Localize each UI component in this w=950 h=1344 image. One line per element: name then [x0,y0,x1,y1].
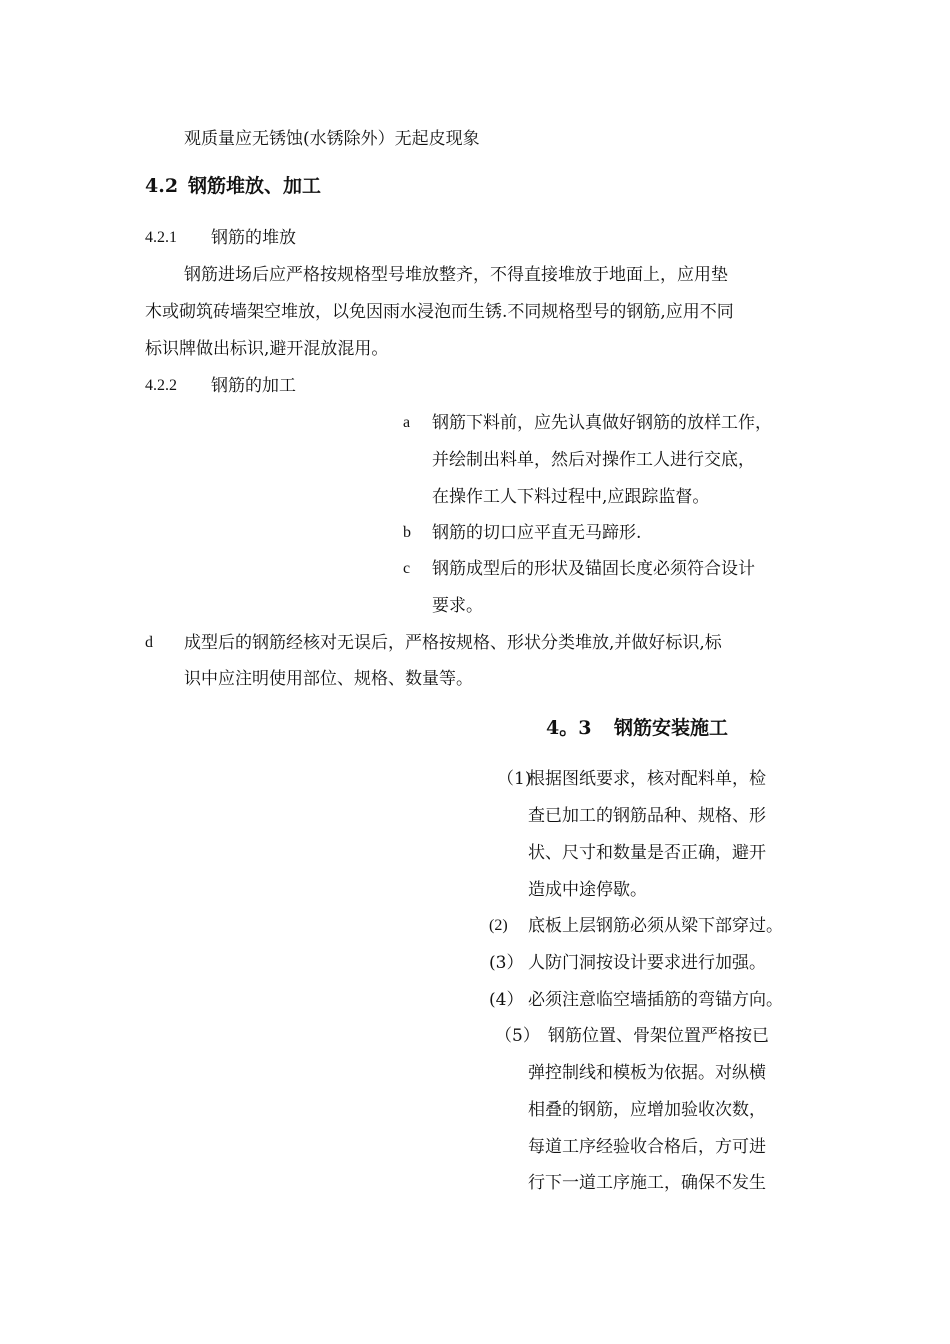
list-marker-a: a [403,414,411,431]
list-item-line: 识中应注明使用部位、规格、数量等。 [184,669,473,689]
list-item-line: 状、尺寸和数量是否正确，避开 [528,843,766,863]
list-item-line: 根据图纸要求，核对配料单，检 [528,769,766,789]
list-item-line: 要求。 [432,596,483,616]
list-item-line: 底板上层钢筋必须从梁下部穿过。 [528,916,783,936]
section-4-2-title: 钢筋堆放、加工 [188,175,322,197]
sub-4-2-2-number: 4.2.2 [145,377,177,394]
list-marker-4: (4） [489,990,524,1010]
list-marker-3: (3） [489,953,524,973]
list-item-line: 在操作工人下料过程中,应跟踪监督。 [432,487,710,507]
section-4-2-number: 4.2 [145,175,179,197]
section-4-3-number: 4。3 [546,717,592,739]
list-item-line: 弹控制线和模板为依据。对纵横 [528,1063,766,1083]
paragraph-line: 木或砌筑砖墙架空堆放，以免因雨水浸泡而生锈.不同规格型号的钢筋,应用不同 [145,302,734,322]
list-item-line: 人防门洞按设计要求进行加强。 [528,953,766,973]
sub-4-2-2-title: 钢筋的加工 [211,376,296,396]
list-item-line: 钢筋的切口应平直无马蹄形. [432,523,642,543]
list-item-line: 钢筋下料前，应先认真做好钢筋的放样工作， [432,413,772,433]
paragraph-line: 标识牌做出标识,避开混放混用。 [145,339,389,359]
list-item-line: 并绘制出料单，然后对操作工人进行交底， [432,450,755,470]
list-item-line: 成型后的钢筋经核对无误后，严格按规格、形状分类堆放,并做好标识,标 [184,633,722,653]
list-item-line: 相叠的钢筋，应增加验收次数， [528,1100,766,1120]
sub-4-2-1-title: 钢筋的堆放 [211,228,296,248]
list-marker-1: （1) [497,769,532,789]
list-item-line: 每道工序经验收合格后，方可进 [528,1137,766,1157]
section-4-3-title: 钢筋安装施工 [614,717,729,739]
list-marker-d: d [145,634,153,651]
list-item-line: 行下一道工序施工，确保不发生 [528,1173,766,1193]
list-marker-b: b [403,524,411,541]
list-marker-5: （5） [495,1026,540,1046]
list-marker-c: c [403,560,411,577]
list-item-line: 造成中途停歇。 [528,880,647,900]
paragraph-line: 钢筋进场后应严格按规格型号堆放整齐，不得直接堆放于地面上，应用垫 [184,265,728,285]
list-item-line: 钢筋位置、骨架位置严格按已 [548,1026,769,1046]
list-item-line: 必须注意临空墙插筋的弯锚方向。 [528,990,783,1010]
intro-line: 观质量应无锈蚀(水锈除外）无起皮现象 [184,129,480,149]
list-item-line: 钢筋成型后的形状及锚固长度必须符合设计 [432,559,755,579]
list-item-line: 查已加工的钢筋品种、规格、形 [528,806,766,826]
list-marker-2: (2) [489,917,508,934]
sub-4-2-1-number: 4.2.1 [145,229,177,246]
